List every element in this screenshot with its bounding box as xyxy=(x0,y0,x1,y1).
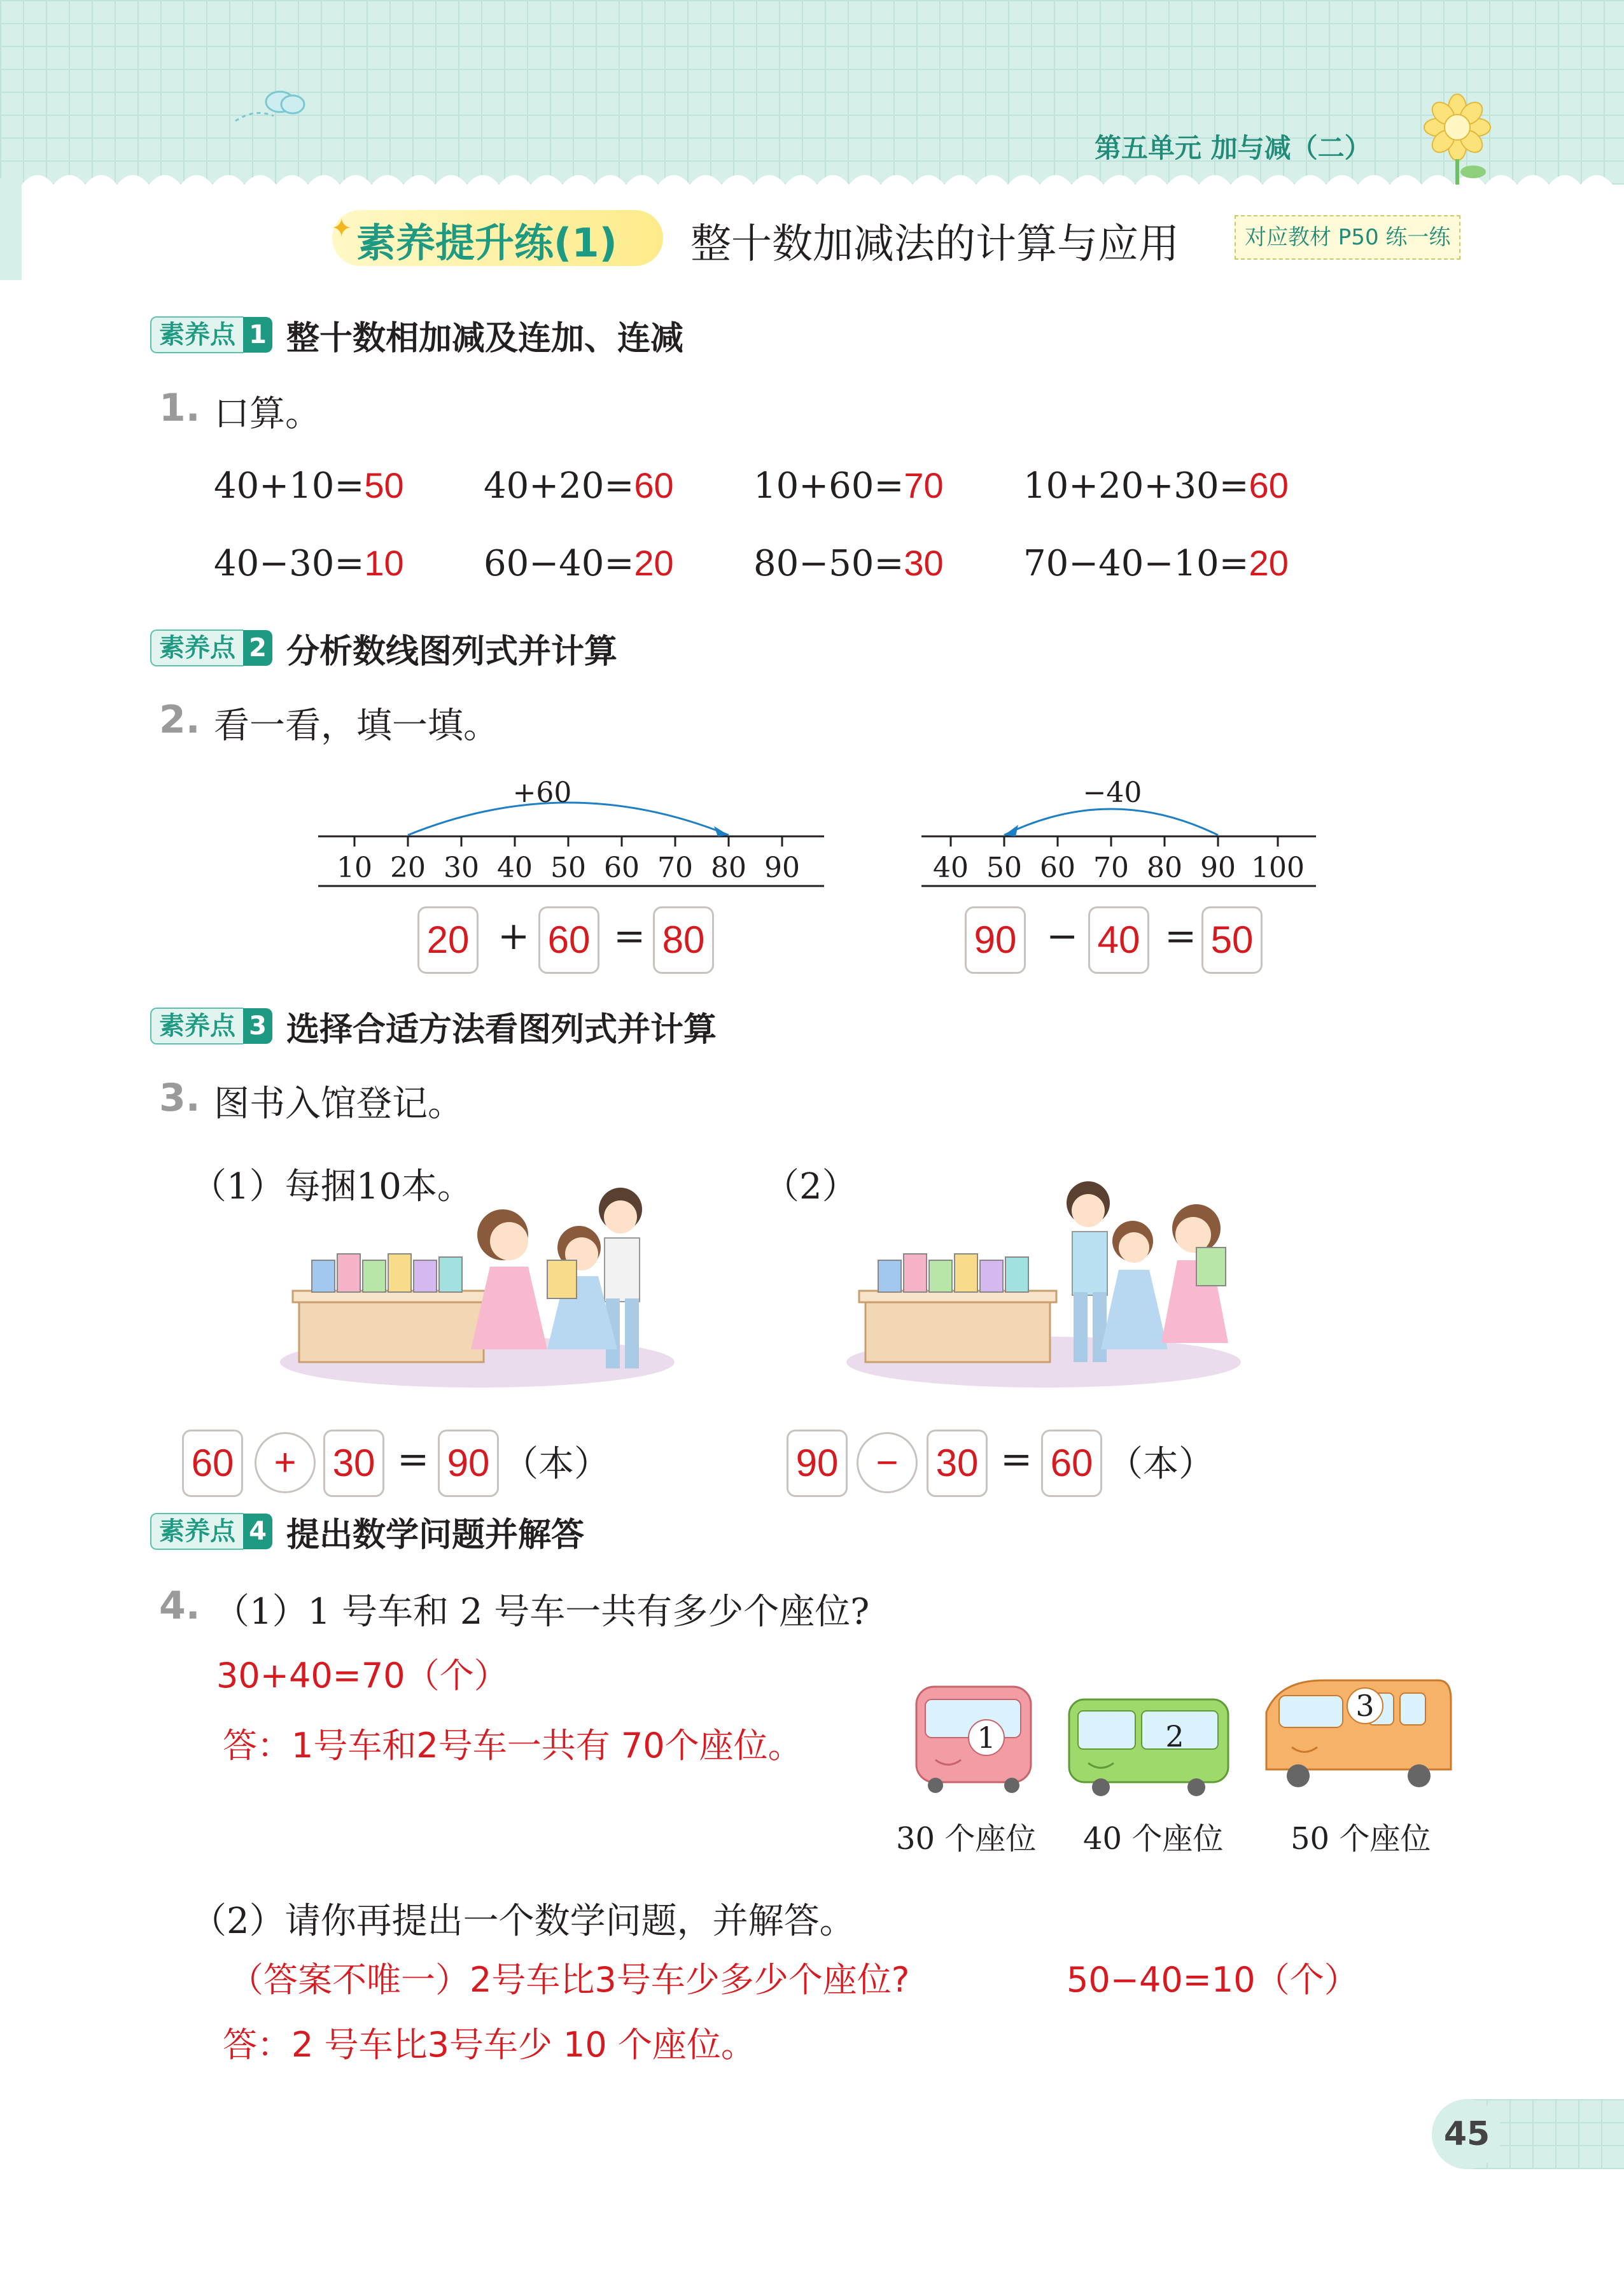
bus-3-icon xyxy=(1254,1674,1464,1801)
skill-point-2 xyxy=(150,629,618,671)
answer-box[interactable]: 30 xyxy=(323,1430,384,1497)
answer-sentence: 答：2 号车比3号车少 10 个座位。 xyxy=(223,2025,755,2065)
unit-header: 第五单元 加与减（二） xyxy=(1095,132,1371,164)
tick-label: 90 xyxy=(764,852,800,884)
question-number: 4. xyxy=(159,1584,200,1628)
paper-wavy-edge xyxy=(22,163,1624,201)
bus-seat-label: 30 个座位 xyxy=(896,1821,1037,1857)
skill-point-3 xyxy=(150,1007,717,1049)
answer-box[interactable]: 50 xyxy=(1201,906,1263,974)
tick-label: 50 xyxy=(550,852,586,884)
answer: 30 xyxy=(904,543,944,583)
skill-point-1 xyxy=(150,316,684,358)
sub-question-label: （1）每捆10本。 xyxy=(191,1166,473,1207)
skill-point-text: 提出数学问题并解答 xyxy=(286,1515,585,1554)
oral-calc-item xyxy=(214,542,404,584)
bus-2-icon xyxy=(1063,1693,1241,1801)
answer: 20 xyxy=(1249,543,1289,583)
tick-label: 30 xyxy=(444,852,479,884)
equals-sign: = xyxy=(1165,914,1197,959)
answer-box[interactable]: 20 xyxy=(417,906,479,974)
expression: 40+20= xyxy=(484,465,634,507)
question-text: （1）1 号车和 2 号车一共有多少个座位? xyxy=(214,1591,870,1633)
arc-label: −40 xyxy=(1082,777,1142,809)
skill-point-badge: 素养点 xyxy=(150,1008,243,1044)
oral-calc-item xyxy=(753,465,944,507)
oral-calc-item xyxy=(484,542,674,584)
side-grid-strip xyxy=(0,178,22,280)
expression: 70−40−10= xyxy=(1023,543,1249,584)
operator: − xyxy=(1046,914,1079,959)
tick-label: 10 xyxy=(337,852,372,884)
oral-calc-item xyxy=(753,542,944,584)
tick-label: 70 xyxy=(1093,852,1129,884)
expression: 40−30= xyxy=(214,543,365,584)
textbook-reference: 对应教材 P50 练一练 xyxy=(1235,215,1460,260)
oral-calc-item xyxy=(484,465,674,507)
oral-calc-item xyxy=(214,465,404,507)
equals-sign: = xyxy=(397,1437,430,1482)
tick-label: 40 xyxy=(933,852,969,884)
skill-point-number: 3 xyxy=(243,1008,272,1044)
expression: 80−50= xyxy=(753,543,904,584)
book-registration-illustration-1 xyxy=(274,1165,706,1394)
tick-label: 50 xyxy=(986,852,1022,884)
answer-sentence: 答：1号车和2号车一共有 70个座位。 xyxy=(223,1726,802,1766)
skill-point-number: 1 xyxy=(243,317,272,353)
expression: 10+60= xyxy=(753,465,904,507)
tick-label: 90 xyxy=(1200,852,1236,884)
sub-question-label: （2） xyxy=(764,1166,858,1207)
question-number: 2. xyxy=(159,698,200,742)
answer-box[interactable]: 40 xyxy=(1088,906,1149,974)
skill-point-text: 整十数相加减及连加、连减 xyxy=(286,319,684,358)
tick-label: 80 xyxy=(1147,852,1182,884)
question-text: 口算。 xyxy=(214,393,321,435)
equals-sign: = xyxy=(1000,1437,1033,1482)
answer: 20 xyxy=(634,543,674,583)
number-line-left xyxy=(318,777,840,891)
sub-question-text: （2）请你再提出一个数学问题，并解答。 xyxy=(191,1901,855,1942)
answer-box[interactable]: 90 xyxy=(965,906,1026,974)
bus-number: 2 xyxy=(1165,1719,1184,1754)
oral-calc-item xyxy=(1023,542,1289,584)
answer-box[interactable]: 60 xyxy=(1041,1430,1102,1497)
expression: 10+20+30= xyxy=(1023,465,1249,507)
skill-point-badge: 素养点 xyxy=(150,629,243,666)
answer: 70 xyxy=(904,465,944,505)
skill-point-badge: 素养点 xyxy=(150,1513,243,1550)
number-line-right xyxy=(921,777,1329,891)
sunflower-icon xyxy=(1413,89,1502,185)
expression: 60−40= xyxy=(484,543,634,584)
arc-label: +60 xyxy=(512,777,572,809)
operator: + xyxy=(498,914,530,959)
answer: 50 xyxy=(364,465,404,505)
equals-sign: = xyxy=(613,914,646,959)
bus-number: 3 xyxy=(1355,1689,1375,1723)
operator-circle[interactable]: − xyxy=(857,1432,918,1493)
answer-question: （答案不唯一）2号车比3号车少多少个座位? xyxy=(229,1960,910,2000)
book-registration-illustration-2 xyxy=(840,1165,1273,1394)
question-number: 1. xyxy=(159,386,200,430)
title-label: 素养提升练(1) xyxy=(356,220,617,266)
answer-box[interactable]: 60 xyxy=(182,1430,243,1497)
tick-label: 70 xyxy=(657,852,693,884)
skill-point-4 xyxy=(150,1512,585,1554)
answer-box[interactable]: 30 xyxy=(927,1430,988,1497)
expression: 40+10= xyxy=(214,465,365,507)
skill-point-text: 分析数线图列式并计算 xyxy=(286,632,618,671)
answer-box[interactable]: 90 xyxy=(438,1430,499,1497)
answer-box[interactable]: 60 xyxy=(538,906,599,974)
tick-label: 80 xyxy=(711,852,746,884)
tick-label: 60 xyxy=(604,852,640,884)
skill-point-text: 选择合适方法看图列式并计算 xyxy=(286,1010,717,1049)
sparkle-icon: ✦ xyxy=(331,214,353,243)
question-text: 图书入馆登记。 xyxy=(214,1083,463,1125)
tick-label: 100 xyxy=(1251,852,1305,884)
answer: 60 xyxy=(1249,465,1289,505)
tick-label: 20 xyxy=(390,852,426,884)
answer-calculation: 50−40=10（个） xyxy=(1067,1960,1359,2000)
page-number: 45 xyxy=(1432,2099,1502,2169)
answer: 10 xyxy=(364,543,404,583)
tick-label: 40 xyxy=(497,852,533,884)
bus-seat-label: 40 个座位 xyxy=(1083,1821,1224,1857)
answer-box[interactable]: 90 xyxy=(787,1430,848,1497)
tick-label: 60 xyxy=(1040,852,1075,884)
butterfly-icon xyxy=(229,83,318,134)
bus-seat-label: 50 个座位 xyxy=(1291,1821,1431,1857)
bus-1-icon xyxy=(910,1680,1044,1795)
skill-point-badge: 素养点 xyxy=(150,316,243,353)
operator-circle[interactable]: + xyxy=(255,1432,316,1493)
question-number: 3. xyxy=(159,1076,200,1120)
question-text: 看一看，填一填。 xyxy=(214,705,499,747)
page-title: 整十数加减法的计算与应用 xyxy=(690,221,1179,268)
skill-point-number: 2 xyxy=(243,630,272,666)
oral-calc-item xyxy=(1023,465,1289,507)
answer-calculation: 30+40=70（个） xyxy=(216,1656,508,1696)
unit-label: （本） xyxy=(1107,1444,1214,1485)
unit-label: （本） xyxy=(503,1444,610,1485)
answer-box[interactable]: 80 xyxy=(653,906,714,974)
skill-point-number: 4 xyxy=(243,1514,272,1549)
answer: 60 xyxy=(634,465,674,505)
bus-number: 1 xyxy=(977,1720,996,1755)
